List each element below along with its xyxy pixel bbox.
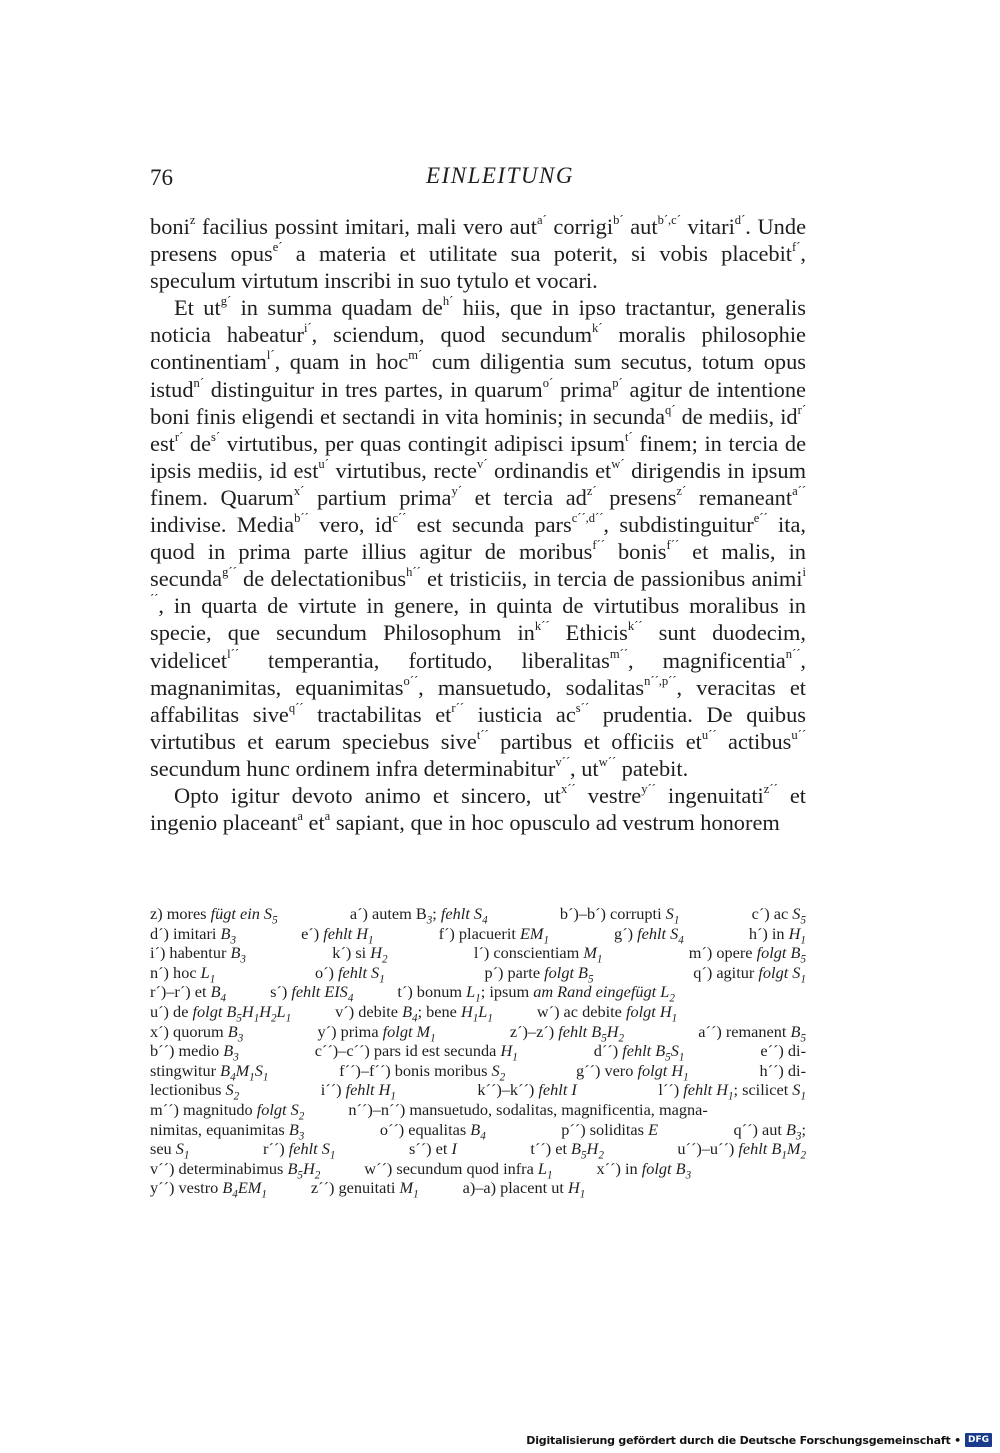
apparatus-line [150,962,806,986]
apparatus-line [150,1159,806,1179]
apparatus-entry: h´´) di- [759,1060,806,1080]
apparatus-entry: n´´)–n´´) mansuetudo, sodalitas, magnificentia, magna- [348,1099,708,1119]
apparatus-entry: z) mores fügt ein $S_5$ [150,904,278,927]
dfg-logo: DFG [965,1433,992,1447]
apparatus-entry: nimitas, equanimitas $B_3$ [150,1119,305,1142]
apparatus-entry: z´)–z´) fehlt $B_5H_2$ [509,1021,625,1044]
apparatus-line [150,1061,806,1081]
apparatus-entry: m´) opere folgt $B_5$ [688,943,806,966]
apparatus-entry: y´) prima folgt $M_1$ [317,1021,436,1044]
apparatus-entry: b´´) medio $B_3$ [150,1041,239,1064]
apparatus-entry: c´) ac $S_5$ [751,904,806,927]
main-paragraph: Opto igitur devoto animo et sincero, $ut^{x´´}$ vestre$^{y´´}$ ingenuitati$^{z´´}$ et ingenio placeant$^a$ $et^a$ sapiant, que in hoc opusculo ad vestrum honorem [150,781,807,836]
apparatus-entry: f´´)–f´´) bonis moribus $S_2$ [339,1060,506,1083]
apparatus-line [150,1178,806,1201]
apparatus-entry: m´´) magnitudo folgt $S_2$ [150,1099,305,1123]
apparatus-entry: q´) agitur folgt $S_1$ [693,962,806,986]
apparatus-entry: t´´) et $B_5H_2$ [530,1139,604,1162]
apparatus-entry: o´) fehlt $S_1$ [314,962,385,986]
apparatus-entry: a)–a) placent ut $H_1$ [462,1178,586,1201]
apparatus-entry: y´´) vestro $B_4EM_1$ [150,1178,267,1201]
apparatus-entry: lectionibus $S_2$ [150,1080,240,1103]
apparatus-line [150,1080,806,1103]
apparatus-entry: b´)–b´) corrupti $S_1$ [559,904,680,927]
apparatus-entry: l´´) fehlt $H_1$; scilicet $S_1$ [658,1080,806,1103]
apparatus-line [150,1001,806,1025]
apparatus-entry: w´) ac debite folgt $H_1$ [536,1001,678,1025]
apparatus-entry: x´) quorum $B_3$ [150,1021,244,1044]
apparatus-entry: u´´)–u´´) fehlt $B_1M_2$ [677,1139,806,1162]
apparatus-entry: r´)–r´) et $B_4$ [150,982,227,1005]
apparatus-entry: v´) debite $B_4$; bene $H_1L_1$ [335,1001,493,1025]
apparatus-entry: p´´) soliditas E [561,1119,659,1139]
apparatus-entry: seu $S_1$ [150,1139,190,1162]
apparatus-entry: t´) bonum $L_1$; ipsum am Rand eingefügt $L_2$ [397,982,675,1005]
apparatus-entry: g´´) vero folgt $H_1$ [575,1060,689,1083]
apparatus-line [150,1099,806,1123]
credit-text: Digitalisierung gefördert durch die Deutsche Forschungsgemeinschaft • [526,1433,961,1447]
apparatus-entry: f´) placuerit $EM_1$ [438,923,549,946]
apparatus-entry: c´´)–c´´) pars id est secunda $H_1$ [314,1041,518,1064]
apparatus-entry: x´´) in folgt $B_3$ [596,1158,692,1181]
apparatus-line [150,1139,806,1162]
apparatus-entry: i´) habentur $B_3$ [150,943,246,966]
apparatus-entry: w´´) secundum quod infra $L_1$ [364,1158,553,1181]
apparatus-entry: s´´) et I [408,1139,457,1159]
apparatus-entry: a´´) remanent $B_5$ [698,1021,806,1044]
apparatus-line [150,904,806,927]
apparatus-entry: a´) autem $B_3$; fehlt $S_4$ [349,904,488,927]
apparatus-entry: p´) parte folgt $B_5$ [484,962,594,986]
apparatus-entry: stingwitur $B_4M_1S_1$ [150,1060,269,1083]
main-text [150,213,806,836]
critical-apparatus [150,904,806,1201]
apparatus-entry: e´´) di- [760,1041,806,1061]
apparatus-line [150,982,806,1005]
apparatus-entry: d´) imitari $B_3$ [150,923,237,946]
apparatus-entry: v´´) determinabimus $B_5H_2$ [150,1158,321,1181]
main-paragraph: boni$^z$ facilius possint imitari, mali vero aut$^{a´}$ corrigi$^{b´}$ aut$^{b´,c´}$ vitari$^{d´}$. Unde presens opus$^{e´}$ a materia et utilitate sua poterit, si vobis placebit$^{f´}$, speculum virtutum inscribi in suo tytulo et vocari. [150,212,807,294]
apparatus-entry: z´´) genuitati $M_1$ [310,1178,419,1201]
running-title: EINLEITUNG [426,163,574,188]
apparatus-entry: s´) fehlt $EIS_4$ [270,982,354,1005]
apparatus-entry: l´) conscientiam $M_1$ [473,943,603,966]
apparatus-entry: h´) in $H_1$ [748,923,806,946]
apparatus-entry: k´´)–k´´) fehlt I [477,1080,577,1100]
apparatus-line [150,1022,806,1042]
apparatus-line [150,943,806,966]
page-number: 76 [150,165,173,190]
apparatus-entry: i´´) fehlt $H_1$ [320,1080,396,1103]
apparatus-line [150,1041,806,1064]
apparatus-entry: k´) si $H_2$ [332,943,388,966]
dfg-credit [526,1433,992,1447]
apparatus-entry: q´´) aut $B_3$; [733,1119,806,1142]
apparatus-entry: o´´) equalitas $B_4$ [379,1119,486,1142]
apparatus-entry: r´´) fehlt $S_1$ [262,1139,336,1162]
apparatus-entry: n´) hoc $L_1$ [150,962,216,986]
apparatus-entry: u´) de folgt $B_5H_1H_2L_1$ [150,1001,292,1025]
apparatus-line [150,924,806,944]
apparatus-line [150,1120,806,1140]
apparatus-entry: e´) fehlt $H_1$ [301,923,374,946]
apparatus-entry: d´´) fehlt $B_5S_1$ [593,1041,685,1064]
main-paragraph: Et $ut^{g´}$ in summa quadam $de^{h´}$ hiis, que in ipso tractantur, generalis noticia habeatur$^{i´}$, sciendum, quod secundum$^{k´}$ moralis philosophie continentiam$^{l´}$, quam in hoc$^{m´}$ cum diligentia sum secutus, totum opus istud$^{n´}$ distinguitur in tres partes, in quarum$^{o´}$ prima$^{p´}$ agitur de intentione boni finis eligendi et sectandi in vita hominis; in secunda$^{q´}$ de mediis, $id^{r´}$ est$^{r´}$ $de^{s´}$ virtutibus, per quas contingit adipisci ipsum$^{t´}$ finem; in tercia de ipsis mediis, id est$^{u´}$ virtutibus, recte$^{v´}$ ordinandis $et^{w´}$ dirigendis in ipsum finem. Quarum$^{x´}$ partium prima$^{y´}$ et tercia $ad^{z´}$ presens$^{z´}$ remaneant$^{a´´}$ indivise. Media$^{b´´}$ vero, $id^{c´´}$ est secunda pars$^{c´´,d´´}$, subdistinguitur$^{e´´}$ ita, quod in prima parte illius agitur de moribus$^{f´´}$ bonis$^{f´´}$ et malis, in secunda$^{g´´}$ de delectationibus$^{h´´}$ et tristiciis, in tercia de passionibus animi$^{i´´}$, in quarta de virtute in genere, in quinta de virtutibus moralibus in specie, que secundum Philosophum $in^{k´´}$ Ethicis$^{k´´}$ sunt duodecim, videlicet$^{l´´}$ temperantia, fortitudo, liberalitas$^{m´´}$, magnificentia$^{n´´}$, magnanimitas, equanimitas$^{o´´}$, mansuetudo, sodalitas$^{n´´,p´´}$, veracitas et affabilitas sive$^{q´´}$ tractabilitas $et^{r´´}$ iusticia $ac^{s´´}$ prudentia. De quibus virtutibus et earum speciebus sive$^{t´´}$ partibus et officiis $et^{u´´}$ actibus$^{u´´}$ secundum hunc ordinem infra determinabitur$^{v´´}$, $ut^{w´´}$ patebit. [150,294,807,781]
apparatus-entry: g´) fehlt $S_4$ [614,923,684,946]
